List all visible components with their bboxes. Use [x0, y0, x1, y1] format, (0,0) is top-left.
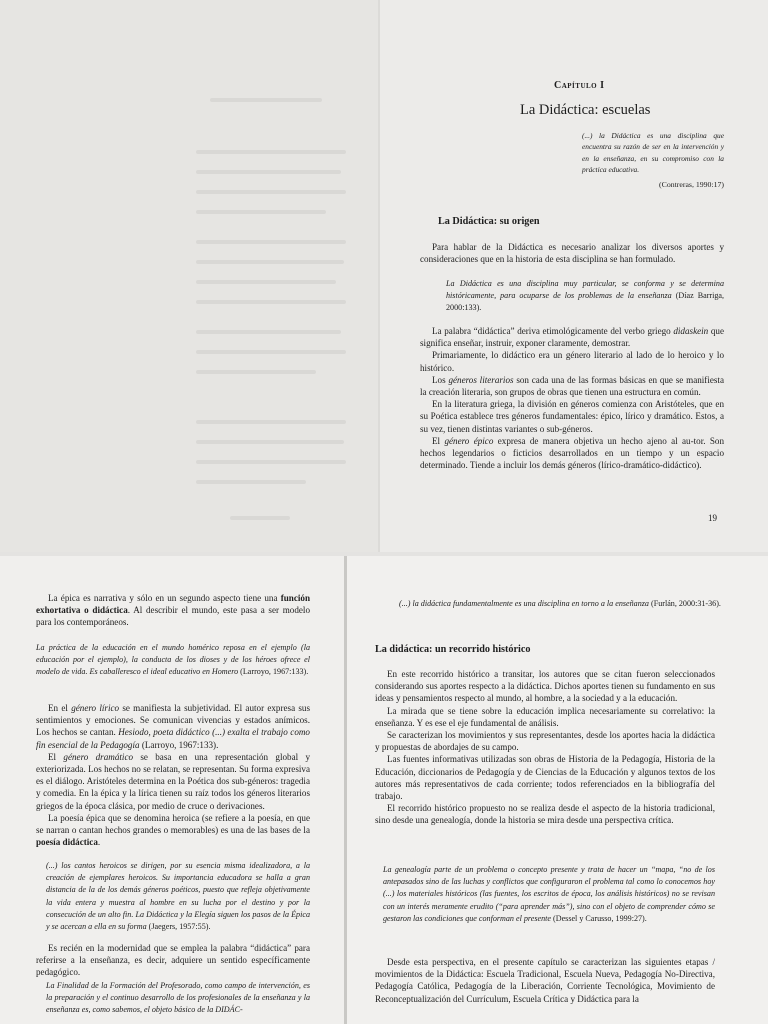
- paragraph: La poesía épica que se denomina heroica (se refiere a la poesía, en que se narran o cantan hechos grandes o memorables) es una de las bases de la poesía didáctica.: [36, 812, 310, 848]
- epigraph-source: (Contreras, 1990:17): [659, 180, 724, 189]
- section-title-origen: La Didáctica: su origen: [438, 216, 540, 227]
- block-quote: La práctica de la educación en el mundo homérico reposa en el ejemplo (la educación por el ejemplo), la conducta de los dioses y de los héroes ofrece el modelo de vida. Es caballeresco el ideal educativo en Homero (Larroyo, 1967:133).: [36, 643, 310, 677]
- page-number: 19: [708, 513, 717, 523]
- paragraph: Desde esta perspectiva, en el presente capítulo se caracterizan las siguientes etapas / movimientos de la Didáctica: Escuela Tradicional, Escuela Nueva, Pedagogía No-Directiva, Pedagogía Católica, Pedagogía de la Liberación, Corriente Tecnológica, Movimiento de Reconceptualización del Currículum, Escuela Crítica y Didáctica para la: [375, 957, 715, 1004]
- block-quote: La Finalidad de la Formación del Profesorado, como campo de intervención, es la preparación y el continuo desarrollo de los profesionales de la enseñanza y la enseñanza es, como sabemos, el objeto básico de la DIDÁC-: [46, 981, 310, 1015]
- paragraph: Las fuentes informativas utilizadas son obras de Historia de la Pedagogía, Historia de la Educación, diccionarios de Pedagogía y de Ciencias de la Educación y algunos textos de los autores más representativos de cada corriente; todos referenciados en la bibliografía del trabajo.: [375, 754, 715, 802]
- paragraph: La mirada que se tiene sobre la educación implica necesariamente su correlativo: la enseñanza. Y es ese el eje fundamental de análisis.: [375, 705, 715, 728]
- chapter-title: La Didáctica: escuelas: [520, 102, 651, 118]
- paragraph: El género épico expresa de manera objetiva un hecho ajeno al au-tor. Son hechos legendarios o ficticios desarrollados en un tiempo y un espacio determinado. Tiende a incluir los demás géneros (lírico-dramático-didáctico).: [420, 435, 724, 471]
- bottom-left-page: [0, 556, 347, 1024]
- bottom-right-page: [347, 556, 768, 1024]
- chapter-label: Capítulo I: [554, 80, 605, 91]
- block-quote: La genealogía parte de un problema o concepto presente y trata de hacer un “mapa, “no de los antepasados sino de las luchas y conflictos que configuraron el problema tal como lo conocemos hoy (...) los materiales históricos (las fuentes, los escritos de época, los análisis históricos) no se revisan con un interés meramente erudito (“para aprender más”), sino con el objeto de comprender cómo se gestaron las condiciones que conforman el presente (Dessel y Carusso, 1999:27).: [383, 865, 715, 923]
- paragraph: En el género lírico se manifiesta la subjetividad. El autor expresa sus sentimientos y emociones. Se comunican vivencias y estados anímicos. Los hechos se cantan. Hesiodo, poeta didáctico (...) exalta el trabajo como fin esencial de la Pedagogía (Larroyo, 1967:133).: [36, 703, 311, 750]
- epic-paragraph: La épica es narrativa y sólo en un segundo aspecto tiene una función exhortativa o didáctica. Al describir el mundo, este pasa a ser modelo para los contemporáneos.: [36, 593, 310, 628]
- paragraph: En este recorrido histórico a transitar, los autores que se citan fueron seleccionados considerando sus aportes respecto a la didáctica. Dichos aportes tienen su fundamento en sus ideas y pensamientos respecto al mundo, al hombre, a la sociedad y a la educación.: [375, 669, 715, 704]
- paragraph: La palabra “didáctica” deriva etimológicamente del verbo griego didaskein que significa enseñar, instruir, exponer claramente, demostrar.: [420, 326, 724, 349]
- paragraph: Es recién en la modernidad que se emplea la palabra “didáctica” para referirse a la enseñanza, es decir, adquiere un sentido específicamente pedagógico.: [36, 943, 310, 978]
- paragraph: En la literatura griega, la división en géneros comienza con Aristóteles, que en su Poética establece tres géneros fundamentales: épico, lírico y dramático. Estos, a su vez, tienen distintas variantes o sub-géneros.: [420, 399, 724, 434]
- bleed-through-left-page: [0, 0, 378, 552]
- body-paragraphs: [36, 702, 310, 848]
- paragraph: El género dramático se basa en una representación global y exteriorizada. Los hechos no se relatan, se representan. Su forma expresiva es el diálogo. Aristóteles determina en la Poética dos sub-géneros: tragedia y comedia. En la épica y la lírica tienen su raíz todos los géneros literarios griegos de la época clásica, por medio de cruce o derivaciones.: [36, 751, 311, 811]
- paragraph: Se caracterizan los movimientos y sus representantes, desde los aportes hacia la didáctica y propuestas de abordajes de su campo.: [375, 730, 715, 753]
- block-quote: (...) la didáctica fundamentalmente es una disciplina en torno a la enseñanza (Furlán, 2000:31-36).: [399, 599, 721, 608]
- body-paragraphs: [420, 325, 724, 471]
- paragraph: El recorrido histórico propuesto no se realiza desde el aspecto de la historia tradicional, sino desde una genealogía, donde la historia se mira desde una perspectiva crítica.: [375, 803, 715, 826]
- paragraph: Los géneros literarios son cada una de las formas básicas en que se manifiesta la creación literaria, son grupos de obras que tienen una estructura en común.: [420, 374, 724, 398]
- body-paragraphs: [375, 668, 715, 827]
- paragraph: Primariamente, lo didáctico era un género literario al lado de lo heroico y lo histórico.: [420, 350, 724, 373]
- block-quote: La Didáctica es una disciplina muy particular, se conforma y se determina históricamente, para ocuparse de los problemas de la enseñanza (Díaz Barriga, 2000:133).: [446, 279, 725, 313]
- block-quote: (...) los cantos heroicos se dirigen, por su esencia misma idealizadora, a la creación de ejemplares heroicos. Su importancia educadora se halla a gran distancia de la de los demás géneros poéticos, puesto que refleja objetivamente la vida entera y muestra al hombre en su lucha por el destino y por la consecución de un alto fin. La Didáctica y la Elegía siguen los pasos de la Épica y se acercan a ella en su forma (Jaegers, 1957:55).: [46, 861, 310, 932]
- section-title-recorrido: La didáctica: un recorrido histórico: [375, 644, 531, 655]
- epigraph: (...) la Didáctica es una disciplina que encuentra su razón de ser en la intervención y en la enseñanza, en su compromiso con la práctica educativa.: [582, 131, 724, 175]
- intro-paragraph: Para hablar de la Didáctica es necesario analizar los diversos aportes y consideraciones que en la historia de esta disciplina se han formulado.: [420, 242, 724, 265]
- page-fold: [378, 0, 380, 552]
